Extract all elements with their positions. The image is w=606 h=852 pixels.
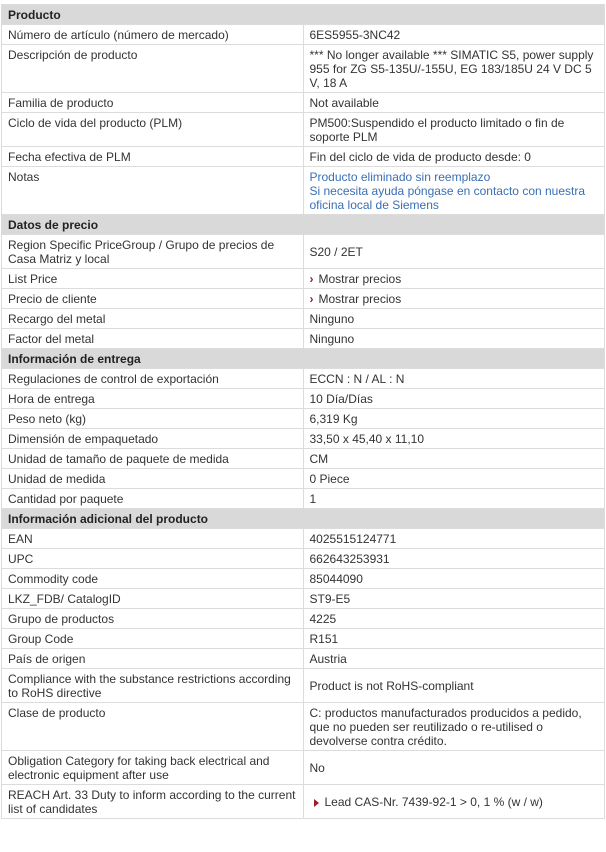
label: Peso neto (kg)	[2, 409, 304, 429]
row-grupo-productos	[2, 609, 605, 629]
label: List Price	[2, 269, 304, 289]
label: Unidad de tamaño de paquete de medida	[2, 449, 304, 469]
label: Cantidad por paquete	[2, 489, 304, 509]
row-peso-neto	[2, 409, 605, 429]
value: 6ES5955-3NC42	[303, 25, 605, 45]
label: Grupo de productos	[2, 609, 304, 629]
value: PM500:Suspendido el producto limitado o fin de soporte PLM	[303, 113, 605, 147]
label: País de origen	[2, 649, 304, 669]
value: Austria	[303, 649, 605, 669]
chevron-right-icon: ›	[309, 272, 314, 286]
value	[303, 785, 605, 819]
section-adicional	[2, 509, 605, 529]
value: No	[303, 751, 605, 785]
value: 6,319 Kg	[303, 409, 605, 429]
value: 0 Piece	[303, 469, 605, 489]
label: Hora de entrega	[2, 389, 304, 409]
row-fecha-plm	[2, 147, 605, 167]
row-factor-metal	[2, 329, 605, 349]
triangle-right-icon[interactable]	[314, 799, 319, 807]
value: Ninguno	[303, 309, 605, 329]
label: Descripción de producto	[2, 45, 304, 93]
label: Fecha efectiva de PLM	[2, 147, 304, 167]
value: 10 Día/Días	[303, 389, 605, 409]
label: Region Specific PriceGroup / Grupo de precios de Casa Matriz y local	[2, 235, 304, 269]
label: Factor del metal	[2, 329, 304, 349]
label: Precio de cliente	[2, 289, 304, 309]
label: Ciclo de vida del producto (PLM)	[2, 113, 304, 147]
section-title: Información de entrega	[2, 349, 605, 369]
reach-link[interactable]: Lead CAS-Nr. 7439-92-1 > 0, 1 % (w / w)	[324, 795, 543, 809]
row-unidad-medida	[2, 469, 605, 489]
row-region-price-group	[2, 235, 605, 269]
section-entrega	[2, 349, 605, 369]
row-hora-entrega	[2, 389, 605, 409]
row-ciclo-vida	[2, 113, 605, 147]
row-obligation	[2, 751, 605, 785]
mostrar-precios-link[interactable]: Mostrar precios	[318, 272, 402, 286]
row-recargo-metal	[2, 309, 605, 329]
row-compliance	[2, 669, 605, 703]
value	[303, 167, 605, 215]
value: Not available	[303, 93, 605, 113]
value: C: productos manufacturados producidos a pedido, que no pueden ser reutilizado o re-utilised o devolverse contra crédito.	[303, 703, 605, 751]
section-precio	[2, 215, 605, 235]
row-descripcion	[2, 45, 605, 93]
label: Recargo del metal	[2, 309, 304, 329]
label: Regulaciones de control de exportación	[2, 369, 304, 389]
label: REACH Art. 33 Duty to inform according to the current list of candidates	[2, 785, 304, 819]
value: 1	[303, 489, 605, 509]
chevron-right-icon: ›	[309, 292, 314, 306]
label: Obligation Category for taking back electrical and electronic equipment after use	[2, 751, 304, 785]
value: Ninguno	[303, 329, 605, 349]
value: Fin del ciclo de vida de producto desde: 0	[303, 147, 605, 167]
row-ean	[2, 529, 605, 549]
link-contacto-siemens[interactable]: Si necesita ayuda póngase en contacto con nuestra oficina local de Siemens	[309, 184, 586, 212]
label: Unidad de medida	[2, 469, 304, 489]
link-producto-eliminado[interactable]: Producto eliminado sin reemplazo	[309, 170, 491, 184]
section-title: Datos de precio	[2, 215, 605, 235]
label: Familia de producto	[2, 93, 304, 113]
row-reach	[2, 785, 605, 819]
product-spec-table	[1, 4, 605, 819]
value: Product is not RoHS-compliant	[303, 669, 605, 703]
label: EAN	[2, 529, 304, 549]
value: R151	[303, 629, 605, 649]
label: Dimensión de empaquetado	[2, 429, 304, 449]
label: UPC	[2, 549, 304, 569]
value	[303, 289, 605, 309]
row-clase-producto	[2, 703, 605, 751]
row-regulaciones	[2, 369, 605, 389]
label: Clase de producto	[2, 703, 304, 751]
value: ST9-E5	[303, 589, 605, 609]
row-cantidad-paquete	[2, 489, 605, 509]
row-commodity-code	[2, 569, 605, 589]
row-unidad-paquete	[2, 449, 605, 469]
row-upc	[2, 549, 605, 569]
mostrar-precios-link[interactable]: Mostrar precios	[318, 292, 402, 306]
label: Commodity code	[2, 569, 304, 589]
row-group-code	[2, 629, 605, 649]
label: LKZ_FDB/ CatalogID	[2, 589, 304, 609]
section-title: Información adicional del producto	[2, 509, 605, 529]
value: S20 / 2ET	[303, 235, 605, 269]
value: 33,50 x 45,40 x 11,10	[303, 429, 605, 449]
row-lkz-catalog	[2, 589, 605, 609]
value: 85044090	[303, 569, 605, 589]
value: ECCN : N / AL : N	[303, 369, 605, 389]
value	[303, 269, 605, 289]
label: Notas	[2, 167, 304, 215]
row-numero-articulo	[2, 25, 605, 45]
row-list-price	[2, 269, 605, 289]
section-producto	[2, 5, 605, 25]
value: *** No longer available *** SIMATIC S5, power supply 955 for ZG S5-135U/-155U, EG 183/185U 24 V DC 5 V, 18 A	[303, 45, 605, 93]
label: Número de artículo (número de mercado)	[2, 25, 304, 45]
value: 662643253931	[303, 549, 605, 569]
section-title: Producto	[2, 5, 605, 25]
value: 4225	[303, 609, 605, 629]
value: CM	[303, 449, 605, 469]
row-dimension	[2, 429, 605, 449]
label: Group Code	[2, 629, 304, 649]
row-pais-origen	[2, 649, 605, 669]
label: Compliance with the substance restrictions according to RoHS directive	[2, 669, 304, 703]
row-notas	[2, 167, 605, 215]
row-precio-cliente	[2, 289, 605, 309]
row-familia	[2, 93, 605, 113]
value: 4025515124771	[303, 529, 605, 549]
